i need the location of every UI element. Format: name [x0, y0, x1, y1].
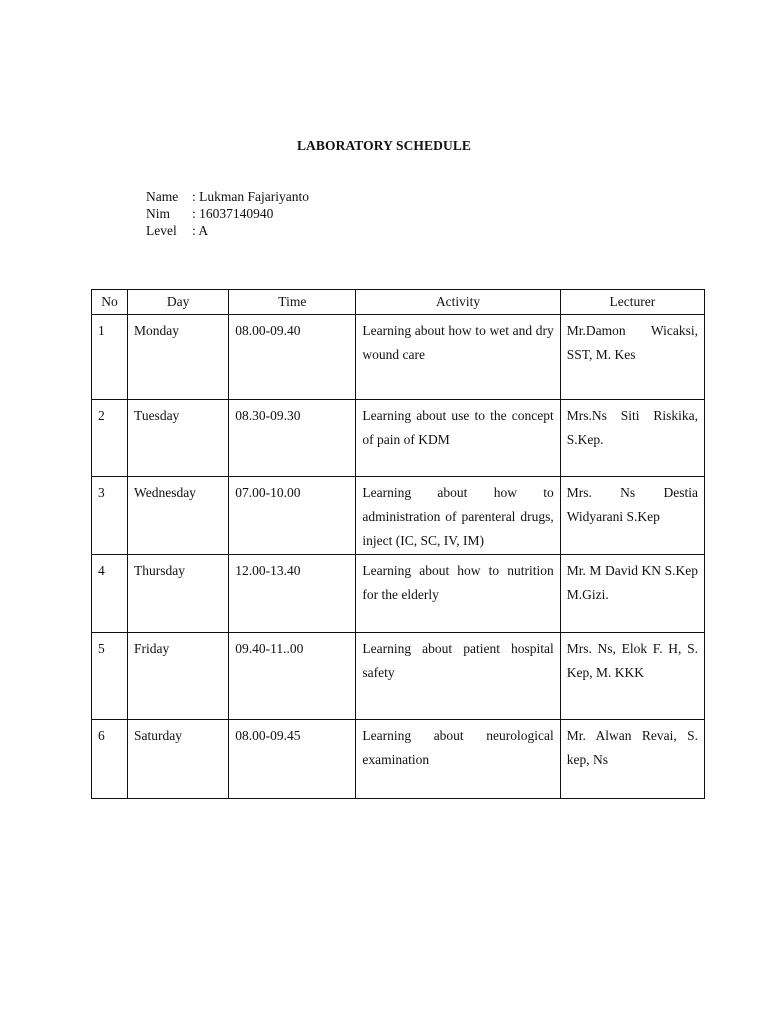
cell-no: 6 — [92, 720, 128, 799]
level-label: Level — [146, 223, 177, 238]
cell-activity: Learning about neurological examination — [356, 720, 560, 799]
cell-no: 2 — [92, 400, 128, 477]
cell-activity: Learning about how to administration of parenteral drugs, inject (IC, SC, IV, IM) — [356, 477, 560, 555]
schedule-table — [91, 289, 705, 799]
cell-lecturer: Mr.Damon Wicaksi, SST, M. Kes — [560, 315, 704, 400]
cell-time: 12.00-13.40 — [229, 555, 356, 633]
cell-lecturer: Mr. Alwan Revai, S. kep, Ns — [560, 720, 704, 799]
table-row — [92, 720, 705, 799]
cell-lecturer: Mrs. Ns Destia Widyarani S.Kep — [560, 477, 704, 555]
cell-day: Wednesday — [128, 477, 229, 555]
cell-time: 07.00-10.00 — [229, 477, 356, 555]
cell-day: Monday — [128, 315, 229, 400]
header-lecturer: Lecturer — [560, 290, 704, 315]
cell-day: Tuesday — [128, 400, 229, 477]
nim-row — [146, 205, 309, 222]
nim-label: Nim — [146, 206, 171, 221]
cell-time: 09.40-11..00 — [229, 633, 356, 720]
header-no: No — [92, 290, 128, 315]
cell-time: 08.00-09.45 — [229, 720, 356, 799]
page-title: LABORATORY SCHEDULE — [296, 138, 472, 153]
cell-no: 1 — [92, 315, 128, 400]
table-row — [92, 633, 705, 720]
cell-lecturer: Mrs. Ns, Elok F. H, S. Kep, M. KKK — [560, 633, 704, 720]
cell-no: 4 — [92, 555, 128, 633]
table-row — [92, 477, 705, 555]
cell-no: 5 — [92, 633, 128, 720]
level-row — [146, 222, 309, 239]
cell-activity: Learning about patient hospital safety — [356, 633, 560, 720]
cell-no: 3 — [92, 477, 128, 555]
table-row — [92, 400, 705, 477]
header-time: Time — [229, 290, 356, 315]
cell-time: 08.00-09.40 — [229, 315, 356, 400]
cell-activity: Learning about how to wet and dry wound care — [356, 315, 560, 400]
table-header-row — [92, 290, 705, 315]
cell-activity: Learning about use to the concept of pain of KDM — [356, 400, 560, 477]
name-row — [146, 188, 309, 205]
cell-activity: Learning about how to nutrition for the elderly — [356, 555, 560, 633]
level-value: : A — [192, 223, 209, 238]
table-row — [92, 315, 705, 400]
cell-time: 08.30-09.30 — [229, 400, 356, 477]
cell-lecturer: Mr. M David KN S.Kep M.Gizi. — [560, 555, 704, 633]
cell-lecturer: Mrs.Ns Siti Riskika, S.Kep. — [560, 400, 704, 477]
table-row — [92, 555, 705, 633]
cell-day: Thursday — [128, 555, 229, 633]
nim-value: : 16037140940 — [192, 206, 274, 221]
student-info — [146, 188, 309, 239]
name-value: : Lukman Fajariyanto — [192, 189, 309, 204]
header-activity: Activity — [356, 290, 560, 315]
cell-day: Friday — [128, 633, 229, 720]
cell-day: Saturday — [128, 720, 229, 799]
name-label: Name — [146, 189, 179, 204]
header-day: Day — [128, 290, 229, 315]
